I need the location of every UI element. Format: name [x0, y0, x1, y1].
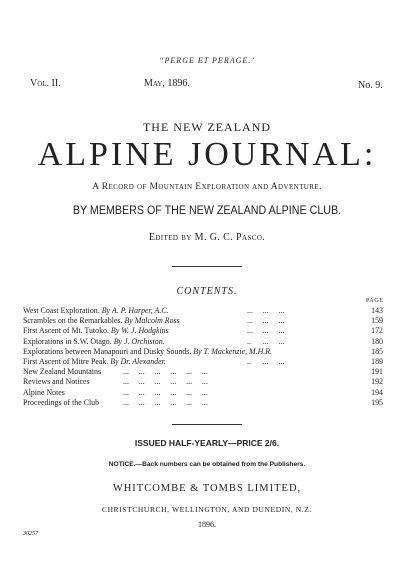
toc-entry-page: 172: [371, 326, 383, 336]
toc-entry-title-text: Explorations in S.W. Otago.: [23, 336, 112, 346]
toc-entry: [23, 316, 383, 326]
toc-entry: [23, 367, 383, 377]
toc-entry-title-text: Proceedings of the Club: [23, 397, 100, 407]
back-numbers-notice: NOTICE.—Back numbers can be obtained from the Publishers.: [108, 461, 306, 468]
toc-entry: [23, 357, 383, 367]
authorship-line: BY MEMBERS OF THE NEW ZEALAND ALPINE CLUB.: [72, 205, 342, 217]
toc-entry-title: [23, 377, 90, 387]
volume-label: Vol. II.: [30, 78, 61, 89]
toc-entry-title-text: Reviews and Notices: [23, 377, 90, 387]
toc-entry-title-text: New Zealand Mountains: [23, 367, 102, 377]
toc-entry-leader: ... ... ... ... ... ...: [123, 367, 208, 377]
toc-entry-author: By J. Orchiston.: [113, 336, 165, 346]
toc-entry: [23, 337, 383, 347]
publication-year: 1896.: [198, 520, 216, 529]
toc-entry: [23, 388, 383, 398]
toc-entry-author: By A. P. Harper, A.C.: [101, 306, 169, 315]
journal-title: ALPINE JOURNAL:: [37, 136, 377, 173]
toc-entry-leader: ... ... ...: [247, 316, 285, 326]
journal-subtitle: A Record of Mountain Exploration and Adventure.: [92, 182, 322, 192]
publisher-name: WHITCOMBE & TOMBS LIMITED,: [112, 483, 302, 494]
editor-line: Edited by M. G. C. Pasco.: [148, 232, 266, 243]
toc-entry: [23, 306, 383, 316]
toc-entry-title: [23, 367, 101, 377]
toc-entry-title: [23, 398, 99, 408]
toc-entry-page: 191: [371, 367, 383, 377]
toc-entry-author: By Dr. Alexander.: [110, 356, 166, 366]
toc-entry-title-text: Explorations between Manapouri and Dusky Sounds.: [23, 346, 192, 356]
table-of-contents: [23, 306, 383, 408]
catalog-number: 30257: [23, 531, 38, 537]
toc-entry: [23, 347, 383, 357]
toc-entry-title: [23, 388, 65, 398]
toc-entry-title: [23, 326, 169, 336]
toc-entry-title-text: Alpine Notes: [23, 387, 65, 397]
toc-entry-leader: .. ... ...: [247, 336, 285, 346]
toc-entry-leader: ... ... ...: [247, 306, 285, 315]
issue-date: May, 1896.: [144, 78, 190, 89]
toc-entry-title: [23, 347, 272, 357]
page-column-header: PAGE: [366, 298, 384, 304]
toc-entry-title: [23, 357, 166, 367]
toc-entry-title-text: First Ascent of Mitre Peak.: [23, 356, 109, 366]
divider-bottom: [172, 424, 242, 425]
toc-entry-leader: ... ... ... ... ... ...: [123, 387, 208, 397]
toc-entry-page: 143: [371, 306, 383, 315]
divider-top: [172, 266, 242, 267]
toc-entry-title-text: West Coast Exploration.: [23, 306, 100, 315]
toc-entry-page: 185: [371, 346, 383, 356]
title-prefix: THE NEW ZEALAND: [142, 120, 272, 134]
toc-entry-title: [23, 306, 169, 316]
toc-entry-page: 180: [371, 336, 383, 346]
issue-frequency-price: ISSUED HALF-YEARLY—PRICE 2/6.: [134, 438, 280, 448]
toc-entry-leader: ... ... ... ... ... ...: [123, 397, 208, 407]
toc-entry-leader: ... ... ...: [247, 326, 285, 336]
toc-entry-author: By W. J. Hodgkins: [110, 326, 169, 336]
toc-entry-page: 192: [371, 377, 383, 387]
toc-entry: [23, 398, 383, 408]
toc-entry: [23, 377, 383, 387]
toc-entry-title-text: First Ascent of Mt. Tutoko.: [23, 326, 109, 336]
toc-entry-title-text: Scrambles on the Remarkables.: [23, 316, 123, 326]
toc-entry-page: 189: [371, 356, 383, 366]
toc-entry-title: [23, 316, 180, 326]
publisher-cities: CHRISTCHURCH, WELLINGTON, AND DUNEDIN, N.Z.: [102, 505, 312, 514]
toc-entry-page: 194: [371, 387, 383, 397]
toc-entry-leader: ... ... ... ... ... ...: [123, 377, 208, 387]
journal-motto: “PERGE ET PERAGE.’: [159, 56, 255, 65]
toc-entry: [23, 326, 383, 336]
toc-entry-author: By T. Mackenzie, M.H.R.: [193, 346, 273, 356]
toc-entry-page: 159: [371, 316, 383, 326]
contents-heading: CONTENTS.: [176, 286, 238, 297]
toc-entry-author: By Malcolm Ross: [124, 316, 180, 326]
issue-number: No. 9.: [358, 80, 383, 91]
toc-entry-leader: .. ... ...: [247, 356, 285, 366]
toc-entry-title: [23, 337, 165, 347]
toc-entry-page: 195: [371, 397, 383, 407]
